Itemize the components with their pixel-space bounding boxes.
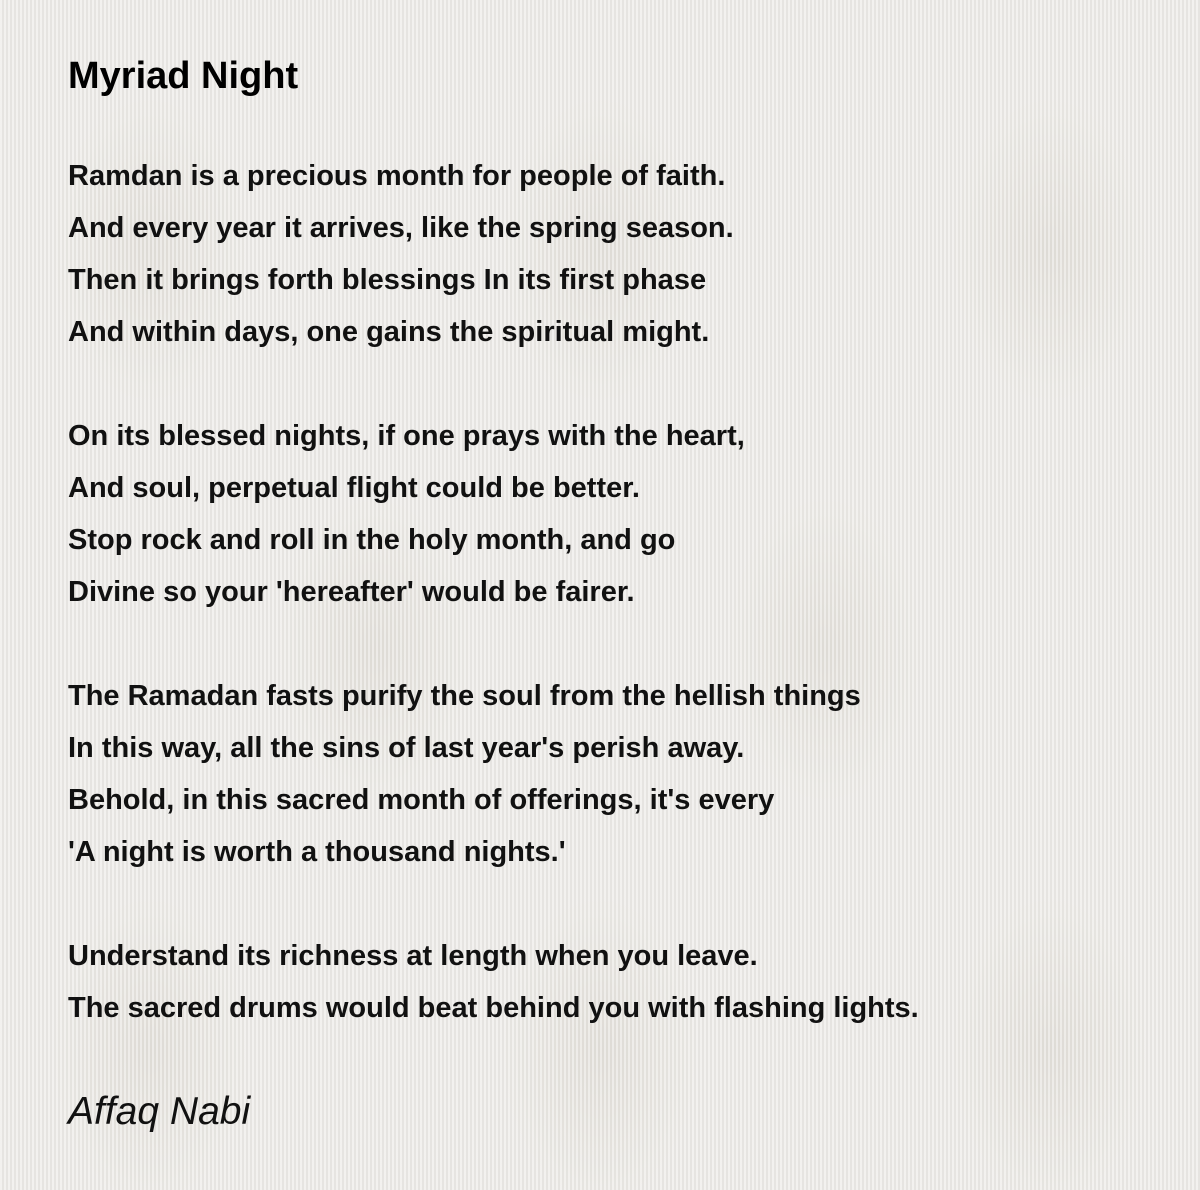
poem-line: Behold, in this sacred month of offerings, it's every bbox=[68, 784, 775, 816]
poem-line: Ramdan is a precious month for people of faith. bbox=[68, 160, 726, 192]
poem-card bbox=[68, 52, 1168, 1136]
stanza-4 bbox=[68, 930, 1168, 1034]
poem-line: The sacred drums would beat behind you with flashing lights. bbox=[68, 992, 919, 1024]
stanza-2 bbox=[68, 410, 1168, 618]
poem-line: And every year it arrives, like the spring season. bbox=[68, 212, 734, 244]
poem-line: The Ramadan fasts purify the soul from the hellish things bbox=[68, 680, 861, 712]
stanza-1 bbox=[68, 150, 1168, 358]
poem-line: Divine so your 'hereafter' would be fairer. bbox=[68, 576, 635, 608]
poem-line: And soul, perpetual flight could be better. bbox=[68, 472, 640, 504]
poem-line: In this way, all the sins of last year's perish away. bbox=[68, 732, 745, 764]
poem-line: And within days, one gains the spiritual might. bbox=[68, 316, 710, 348]
stanza-3 bbox=[68, 670, 1168, 878]
poem-line: On its blessed nights, if one prays with the heart, bbox=[68, 420, 745, 452]
poem-line: Stop rock and roll in the holy month, and go bbox=[68, 524, 676, 556]
poem-line: Understand its richness at length when you leave. bbox=[68, 940, 758, 972]
poem-title: Myriad Night bbox=[68, 55, 299, 97]
poem-author: Affaq Nabi bbox=[68, 1090, 251, 1133]
poem-body bbox=[68, 150, 1168, 1034]
poem-line: Then it brings forth blessings In its first phase bbox=[68, 264, 707, 296]
poem-line: 'A night is worth a thousand nights.' bbox=[68, 836, 566, 868]
